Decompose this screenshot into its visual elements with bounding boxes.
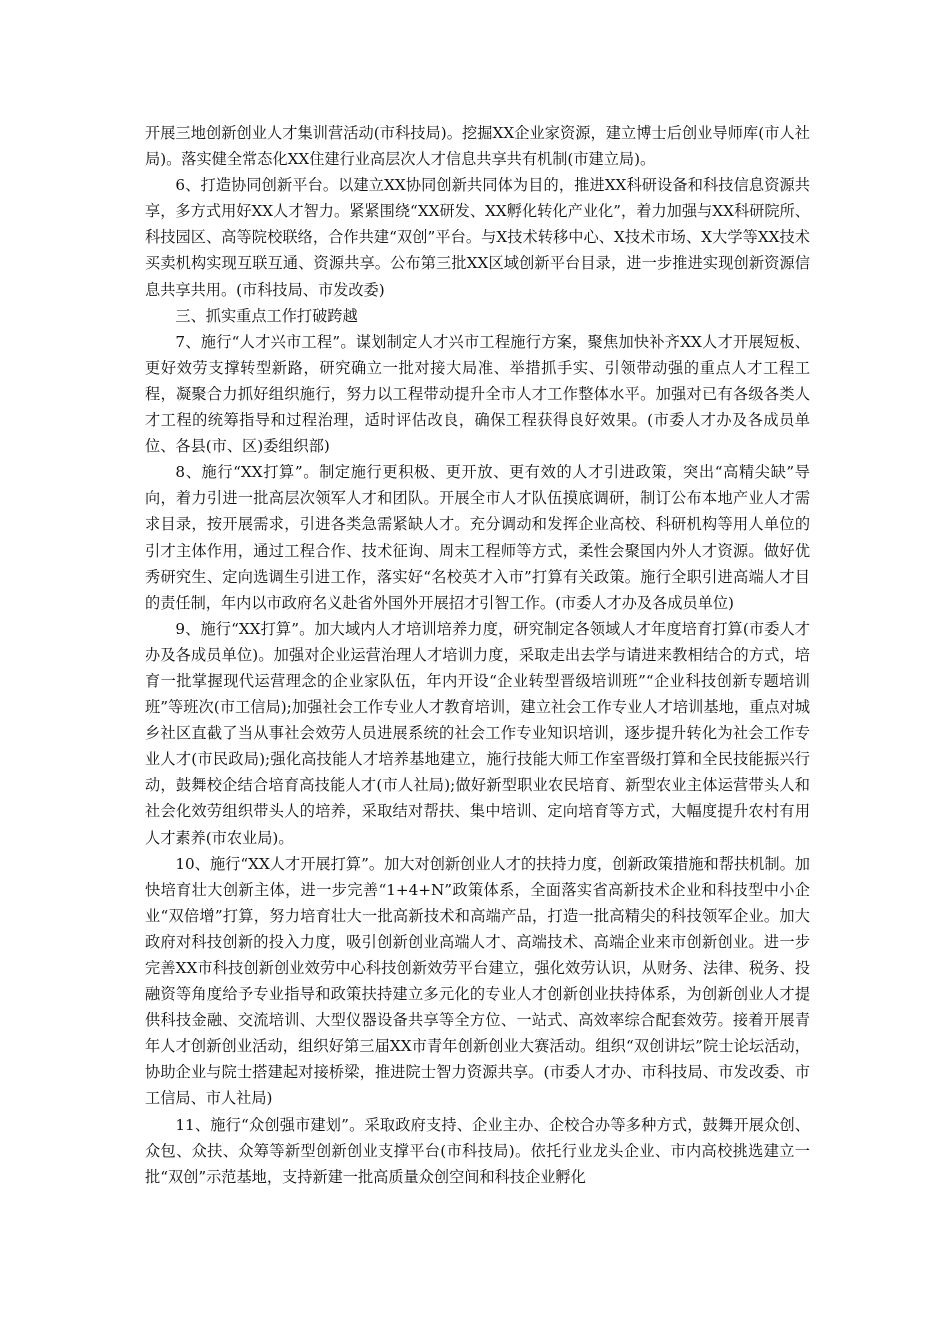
section-heading-3: 三、抓实重点工作打破跨越 <box>175 306 358 325</box>
paragraph-item-9: 9、施行“XX打算”。加大域内人才培训培养力度，研究制定各领域人才年度培育打算(市委人才办及各成员单位)。加强对企业运营治理人才培训力度，采取走出去学与请进来教相结合的方式，培育一批掌握现代运营理念的企业家队伍，年内开设“企业转型晋级培训班”“企业科技创新专题培训班”等班次(市工信局);加强社会工作专业人才教育培训，建立社会工作专业人才培训基地，重点对城乡社区直截了当从事社会效劳人员进展系统的社会工作专业知识培训，逐步提升转化为社会工作专业人才(市民政局);强化高技能人才培养基地建立，施行技能大师工作室晋级打算和全民技能振兴行动，鼓舞校企结合培育高技能人才(市人社局);做好新型职业农民培育、新型农业主体运营带头人和社会化效劳组织带头人的培养，采取结对帮扶、集中培训、定向培育等方式，大幅度提升农村有用人才素养(市农业局)。 <box>145 619 810 847</box>
document-page <box>145 120 810 1190</box>
paragraph-item-6: 6、打造协同创新平台。以建立XX协同创新共同体为目的，推进XX科研设备和科技信息资源共享，多方式用好XX人才智力。紧紧围绕“XX研发、XX孵化转化产业化”，着力加强与XX科研院所、科技园区、高等院校联络，合作共建“双创”平台。与X技术转移中心、X技术市场、X大学等XX技术买卖机构实现互联互通、资源共享。公布第三批XX区域创新平台目录，进一步推进实现创新资源信息共享共用。(市科技局、市发改委) <box>145 176 810 299</box>
paragraph-item-7: 7、施行“人才兴市工程”。谋划制定人才兴市工程施行方案，聚焦加快补齐XX人才开展短板、更好效劳支撑转型新路，研究确立一批对接大局准、举措抓手实、引领带动强的重点人才工程工程，凝聚合力抓好组织施行，努力以工程带动提升全市人才工作整体水平。加强对已有各级各类人才工程的统筹指导和过程治理，适时评估改良，确保工程获得良好效果。(市委人才办及各成员单位、各县(市、区)委组织部) <box>145 332 810 456</box>
paragraph-item-8: 8、施行“XX打算”。制定施行更积极、更开放、更有效的人才引进政策，突出“高精尖缺”导向，着力引进一批高层次领军人才和团队。开展全市人才队伍摸底调研，制订公布本地产业人才需求目录，按开展需求，引进各类急需紧缺人才。充分调动和发挥企业高校、科研机构等用人单位的引才主体作用，通过工程合作、技术征询、周末工程师等方式，柔性会聚国内外人才资源。做好优秀研究生、定向选调生引进工作，落实好“名校英才入市”打算有关政策。施行全职引进高端人才目的责任制，年内以市政府名义赴省外国外开展招才引智工作。(市委人才办及各成员单位) <box>145 463 810 612</box>
paragraph-item-10: 10、施行“XX人才开展打算”。加大对创新创业人才的扶持力度，创新政策措施和帮扶机制。加快培育壮大创新主体，进一步完善“1+4+N”政策体系，全面落实省高新技术企业和科技型中小企业“双倍增”打算，努力培育壮大一批高新技术和高端产品，打造一批高精尖的科技领军企业。加大政府对科技创新的投入力度，吸引创新创业高端人才、高端技术、高端企业来市创新创业。进一步完善XX市科技创新创业效劳中心科技创新效劳平台建立，强化效劳认识，从财务、法律、税务、投融资等角度给予专业指导和政策扶持建立多元化的专业人才创新创业扶持体系，为创新创业人才提供科技金融、交流培训、大型仪器设备共享等全方位、一站式、高效率综合配套效劳。接着开展青年人才创新创业活动，组织好第三届XX市青年创新创业大赛活动。组织“双创讲坛”院士论坛活动，协助企业与院士搭建起对接桥梁，推进院士智力资源共享。(市委人才办、市科技局、市发改委、市工信局、市人社局) <box>145 854 810 1108</box>
paragraph-continuation: 开展三地创新创业人才集训营活动(市科技局)。挖掘XX企业家资源，建立博士后创业导师库(市人社局)。落实健全常态化XX住建行业高层次人才信息共享共有机制(市建立局)。 <box>145 124 810 169</box>
paragraph-item-11: 11、施行“众创强市建划”。采取政府支持、企业主办、企校合办等多种方式，鼓舞开展众创、众包、众扶、众筹等新型创新创业支撑平台(市科技局)。依托行业龙头企业、市内高校挑选建立一批“双创”示范基地，支持新建一批高质量众创空间和科技企业孵化 <box>145 1115 810 1186</box>
